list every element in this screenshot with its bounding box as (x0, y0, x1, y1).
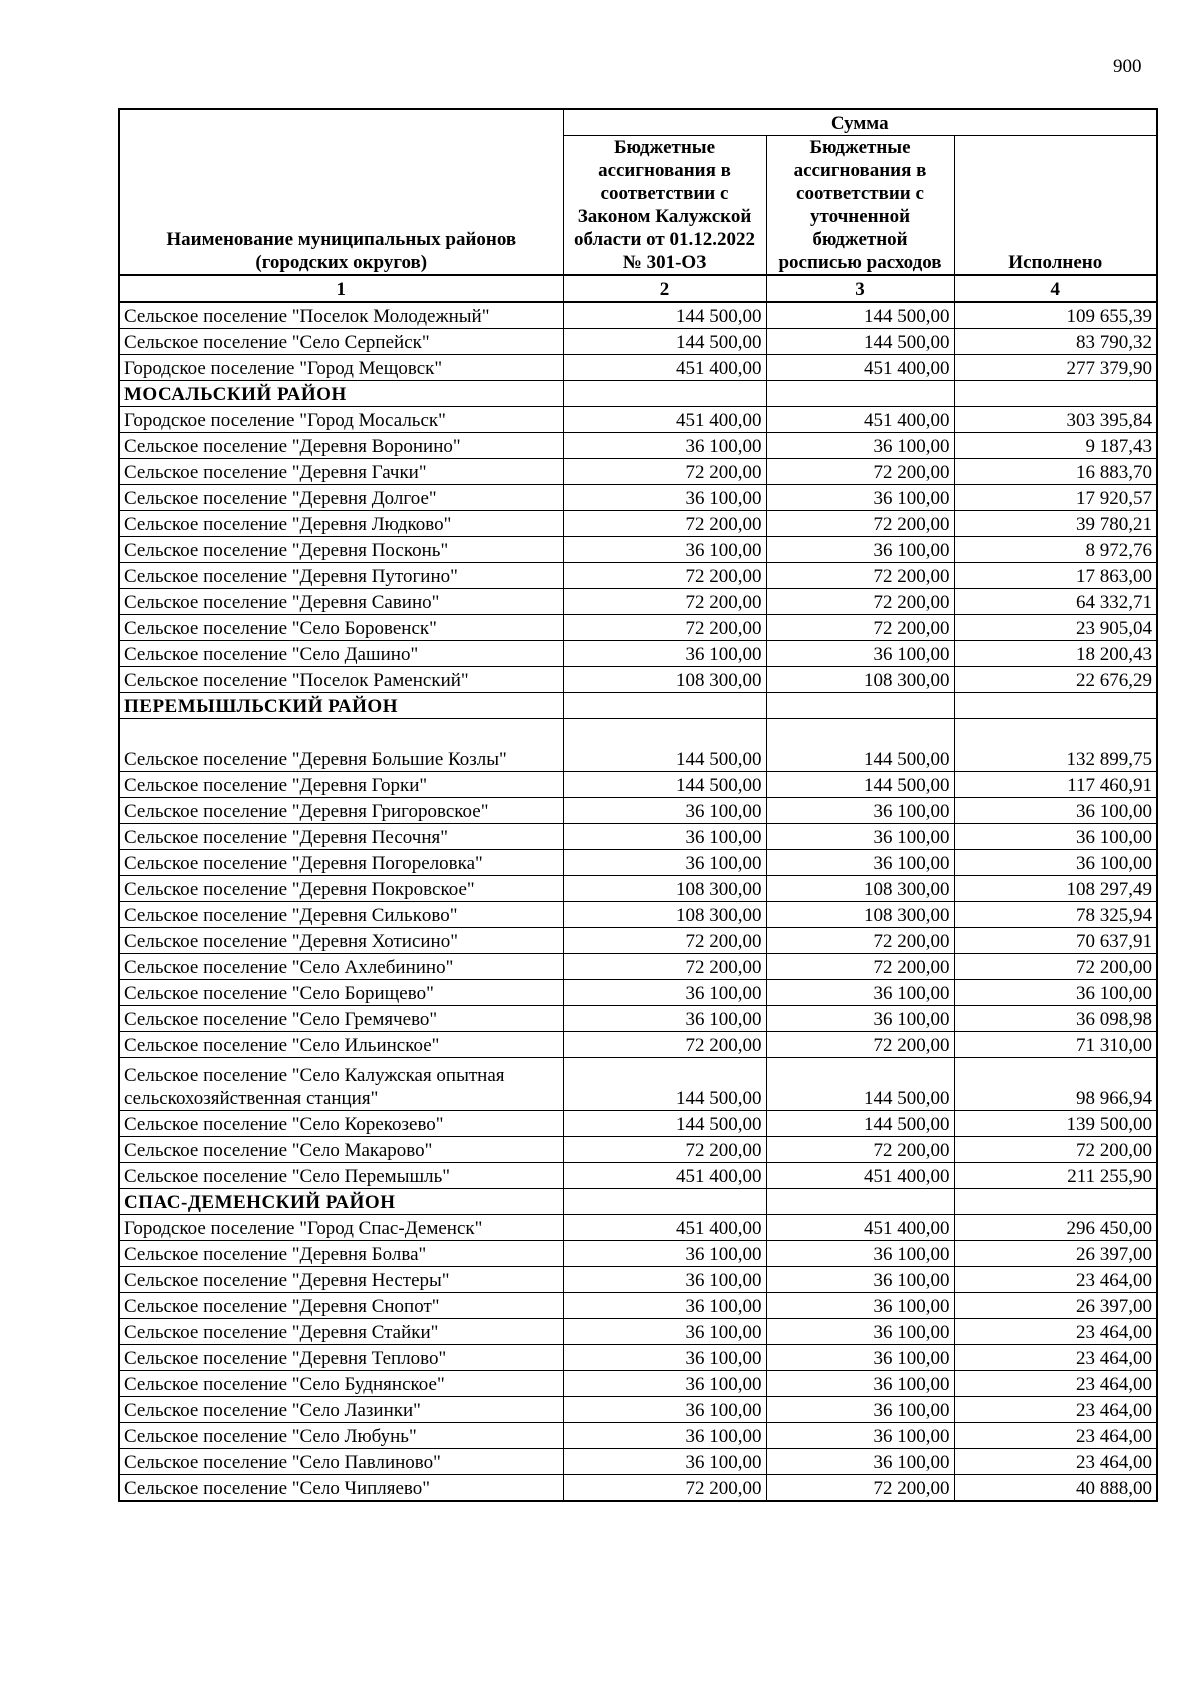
law-allocation-value: 451 400,00 (563, 1163, 766, 1189)
refined-allocation-value: 36 100,00 (766, 1267, 954, 1293)
table-row (119, 511, 1157, 537)
refined-allocation-value: 72 200,00 (766, 511, 954, 537)
executed-value: 9 187,43 (954, 433, 1157, 459)
refined-allocation-value: 144 500,00 (766, 719, 954, 772)
table-row (119, 1319, 1157, 1345)
settlement-name: Сельское поселение "Деревня Савино" (119, 589, 563, 615)
settlement-name: Сельское поселение "Село Чипляево" (119, 1475, 563, 1502)
empty-cell (766, 693, 954, 719)
refined-allocation-value: 72 200,00 (766, 459, 954, 485)
executed-value: 23 464,00 (954, 1397, 1157, 1423)
empty-cell (563, 381, 766, 407)
law-allocation-value: 36 100,00 (563, 824, 766, 850)
settlement-name: Сельское поселение "Деревня Стайки" (119, 1319, 563, 1345)
table-row (119, 1449, 1157, 1475)
executed-value: 72 200,00 (954, 1137, 1157, 1163)
refined-allocation-value: 108 300,00 (766, 902, 954, 928)
law-allocation-value: 36 100,00 (563, 485, 766, 511)
district-name: ПЕРЕМЫШЛЬСКИЙ РАЙОН (119, 693, 563, 719)
budget-table (118, 108, 1158, 1502)
settlement-name: Сельское поселение "Село Дашино" (119, 641, 563, 667)
settlement-name: Сельское поселение "Поселок Молодежный" (119, 302, 563, 329)
empty-cell (954, 381, 1157, 407)
refined-allocation-value: 36 100,00 (766, 1319, 954, 1345)
table-row (119, 1163, 1157, 1189)
settlement-name: Сельское поселение "Деревня Болва" (119, 1241, 563, 1267)
settlement-name: Сельское поселение "Деревня Погореловка" (119, 850, 563, 876)
settlement-name: Сельское поселение "Деревня Воронино" (119, 433, 563, 459)
refined-allocation-value: 36 100,00 (766, 433, 954, 459)
refined-allocation-value: 36 100,00 (766, 1397, 954, 1423)
district-row (119, 381, 1157, 407)
law-allocation-value: 36 100,00 (563, 1293, 766, 1319)
refined-allocation-value: 36 100,00 (766, 537, 954, 563)
law-allocation-value: 36 100,00 (563, 641, 766, 667)
executed-value: 23 464,00 (954, 1449, 1157, 1475)
executed-value: 98 966,94 (954, 1058, 1157, 1111)
table-row (119, 1058, 1157, 1111)
refined-allocation-value: 72 200,00 (766, 1032, 954, 1058)
settlement-name: Сельское поселение "Деревня Покровское" (119, 876, 563, 902)
law-allocation-value: 144 500,00 (563, 1058, 766, 1111)
table-row (119, 537, 1157, 563)
table-row (119, 798, 1157, 824)
settlement-name: Городское поселение "Город Спас-Деменск" (119, 1215, 563, 1241)
settlement-name: Сельское поселение "Поселок Раменский" (119, 667, 563, 693)
settlement-name: Сельское поселение "Село Боровенск" (119, 615, 563, 641)
executed-value: 26 397,00 (954, 1241, 1157, 1267)
refined-allocation-value: 72 200,00 (766, 1137, 954, 1163)
refined-allocation-value: 36 100,00 (766, 980, 954, 1006)
refined-allocation-value: 36 100,00 (766, 641, 954, 667)
refined-allocation-value: 36 100,00 (766, 798, 954, 824)
settlement-name: Сельское поселение "Село Корекозево" (119, 1111, 563, 1137)
settlement-name: Сельское поселение "Село Ахлебинино" (119, 954, 563, 980)
page-number: 900 (1113, 56, 1142, 77)
table-row (119, 1032, 1157, 1058)
settlement-name: Сельское поселение "Село Перемышль" (119, 1163, 563, 1189)
table-row (119, 1215, 1157, 1241)
executed-value: 36 100,00 (954, 980, 1157, 1006)
law-allocation-value: 36 100,00 (563, 1371, 766, 1397)
law-allocation-value: 36 100,00 (563, 1319, 766, 1345)
district-row (119, 1189, 1157, 1215)
table-row (119, 459, 1157, 485)
law-allocation-value: 144 500,00 (563, 1111, 766, 1137)
district-name: СПАС-ДЕМЕНСКИЙ РАЙОН (119, 1189, 563, 1215)
refined-allocation-value: 144 500,00 (766, 772, 954, 798)
law-allocation-value: 108 300,00 (563, 667, 766, 693)
header-executed: Исполнено (954, 136, 1157, 276)
table-row (119, 302, 1157, 329)
executed-value: 23 464,00 (954, 1371, 1157, 1397)
table-body (119, 302, 1157, 1501)
law-allocation-value: 108 300,00 (563, 902, 766, 928)
refined-allocation-value: 451 400,00 (766, 355, 954, 381)
refined-allocation-value: 144 500,00 (766, 1111, 954, 1137)
law-allocation-value: 72 200,00 (563, 563, 766, 589)
law-allocation-value: 108 300,00 (563, 876, 766, 902)
table-row (119, 1006, 1157, 1032)
refined-allocation-value: 144 500,00 (766, 302, 954, 329)
empty-cell (563, 1189, 766, 1215)
table-row (119, 1345, 1157, 1371)
law-allocation-value: 36 100,00 (563, 1345, 766, 1371)
law-allocation-value: 72 200,00 (563, 954, 766, 980)
executed-value: 303 395,84 (954, 407, 1157, 433)
refined-allocation-value: 36 100,00 (766, 1423, 954, 1449)
executed-value: 296 450,00 (954, 1215, 1157, 1241)
executed-value: 211 255,90 (954, 1163, 1157, 1189)
executed-value: 139 500,00 (954, 1111, 1157, 1137)
law-allocation-value: 36 100,00 (563, 850, 766, 876)
district-row (119, 693, 1157, 719)
executed-value: 18 200,43 (954, 641, 1157, 667)
law-allocation-value: 36 100,00 (563, 1267, 766, 1293)
settlement-name: Сельское поселение "Деревня Путогино" (119, 563, 563, 589)
table-row (119, 1293, 1157, 1319)
law-allocation-value: 72 200,00 (563, 589, 766, 615)
executed-value: 117 460,91 (954, 772, 1157, 798)
refined-allocation-value: 72 200,00 (766, 589, 954, 615)
settlement-name: Сельское поселение "Деревня Посконь" (119, 537, 563, 563)
empty-cell (563, 693, 766, 719)
law-allocation-value: 144 500,00 (563, 719, 766, 772)
executed-value: 23 905,04 (954, 615, 1157, 641)
table-row (119, 1111, 1157, 1137)
refined-allocation-value: 36 100,00 (766, 1006, 954, 1032)
refined-allocation-value: 72 200,00 (766, 1475, 954, 1502)
executed-value: 72 200,00 (954, 954, 1157, 980)
district-name: МОСАЛЬСКИЙ РАЙОН (119, 381, 563, 407)
empty-cell (954, 1189, 1157, 1215)
header-sum: Сумма (563, 109, 1157, 136)
settlement-name: Сельское поселение "Деревня Долгое" (119, 485, 563, 511)
refined-allocation-value: 36 100,00 (766, 1241, 954, 1267)
law-allocation-value: 72 200,00 (563, 1137, 766, 1163)
executed-value: 22 676,29 (954, 667, 1157, 693)
law-allocation-value: 451 400,00 (563, 1215, 766, 1241)
executed-value: 277 379,90 (954, 355, 1157, 381)
refined-allocation-value: 36 100,00 (766, 850, 954, 876)
executed-value: 23 464,00 (954, 1267, 1157, 1293)
table-row (119, 563, 1157, 589)
settlement-name: Сельское поселение "Село Калужская опытная сельскохозяйственная станция" (119, 1058, 563, 1111)
settlement-name: Сельское поселение "Деревня Теплово" (119, 1345, 563, 1371)
column-number-2: 2 (563, 275, 766, 302)
column-number-1: 1 (119, 275, 563, 302)
executed-value: 36 100,00 (954, 824, 1157, 850)
table-row (119, 719, 1157, 772)
table-row (119, 355, 1157, 381)
settlement-name: Городское поселение "Город Мосальск" (119, 407, 563, 433)
table-row (119, 641, 1157, 667)
table-row (119, 980, 1157, 1006)
law-allocation-value: 72 200,00 (563, 511, 766, 537)
executed-value: 108 297,49 (954, 876, 1157, 902)
refined-allocation-value: 36 100,00 (766, 1449, 954, 1475)
settlement-name: Сельское поселение "Село Гремячево" (119, 1006, 563, 1032)
refined-allocation-value: 72 200,00 (766, 615, 954, 641)
header-refined-allocations: Бюджетные ассигнования в соответствии с уточненной бюджетной росписью расходов (766, 136, 954, 276)
table-row (119, 902, 1157, 928)
law-allocation-value: 72 200,00 (563, 1032, 766, 1058)
table-row (119, 1371, 1157, 1397)
executed-value: 39 780,21 (954, 511, 1157, 537)
law-allocation-value: 72 200,00 (563, 1475, 766, 1502)
table-row (119, 615, 1157, 641)
table-row (119, 850, 1157, 876)
table-row (119, 824, 1157, 850)
refined-allocation-value: 451 400,00 (766, 1163, 954, 1189)
law-allocation-value: 36 100,00 (563, 1241, 766, 1267)
table-row (119, 1241, 1157, 1267)
executed-value: 36 100,00 (954, 850, 1157, 876)
settlement-name: Сельское поселение "Деревня Хотисино" (119, 928, 563, 954)
refined-allocation-value: 36 100,00 (766, 1293, 954, 1319)
law-allocation-value: 36 100,00 (563, 537, 766, 563)
settlement-name: Сельское поселение "Село Лазинки" (119, 1397, 563, 1423)
empty-cell (954, 693, 1157, 719)
table-row (119, 433, 1157, 459)
table-header (119, 109, 1157, 302)
refined-allocation-value: 36 100,00 (766, 1371, 954, 1397)
table-row (119, 589, 1157, 615)
executed-value: 23 464,00 (954, 1423, 1157, 1449)
law-allocation-value: 36 100,00 (563, 1449, 766, 1475)
settlement-name: Сельское поселение "Деревня Нестеры" (119, 1267, 563, 1293)
executed-value: 109 655,39 (954, 302, 1157, 329)
table-row (119, 954, 1157, 980)
table-row (119, 329, 1157, 355)
settlement-name: Сельское поселение "Деревня Снопот" (119, 1293, 563, 1319)
refined-allocation-value: 36 100,00 (766, 485, 954, 511)
table-row (119, 1267, 1157, 1293)
executed-value: 71 310,00 (954, 1032, 1157, 1058)
refined-allocation-value: 72 200,00 (766, 563, 954, 589)
law-allocation-value: 144 500,00 (563, 772, 766, 798)
settlement-name: Сельское поселение "Деревня Григоровское" (119, 798, 563, 824)
settlement-name: Сельское поселение "Деревня Песочня" (119, 824, 563, 850)
executed-value: 78 325,94 (954, 902, 1157, 928)
refined-allocation-value: 36 100,00 (766, 824, 954, 850)
settlement-name: Сельское поселение "Село Любунь" (119, 1423, 563, 1449)
settlement-name: Сельское поселение "Деревня Гачки" (119, 459, 563, 485)
law-allocation-value: 72 200,00 (563, 928, 766, 954)
executed-value: 70 637,91 (954, 928, 1157, 954)
table-row (119, 876, 1157, 902)
law-allocation-value: 36 100,00 (563, 1397, 766, 1423)
empty-cell (766, 381, 954, 407)
header-municipality-name: Наименование муниципальных районов (городских округов) (119, 109, 563, 275)
executed-value: 23 464,00 (954, 1319, 1157, 1345)
table-row (119, 1475, 1157, 1502)
refined-allocation-value: 36 100,00 (766, 1345, 954, 1371)
law-allocation-value: 36 100,00 (563, 798, 766, 824)
settlement-name: Сельское поселение "Село Макарово" (119, 1137, 563, 1163)
settlement-name: Сельское поселение "Село Серпейск" (119, 329, 563, 355)
settlement-name: Сельское поселение "Деревня Горки" (119, 772, 563, 798)
refined-allocation-value: 451 400,00 (766, 1215, 954, 1241)
refined-allocation-value: 144 500,00 (766, 329, 954, 355)
table-row (119, 407, 1157, 433)
settlement-name: Сельское поселение "Село Павлиново" (119, 1449, 563, 1475)
settlement-name: Сельское поселение "Село Борищево" (119, 980, 563, 1006)
executed-value: 36 100,00 (954, 798, 1157, 824)
refined-allocation-value: 72 200,00 (766, 954, 954, 980)
table-row (119, 485, 1157, 511)
table-row (119, 1397, 1157, 1423)
executed-value: 16 883,70 (954, 459, 1157, 485)
refined-allocation-value: 144 500,00 (766, 1058, 954, 1111)
executed-value: 132 899,75 (954, 719, 1157, 772)
law-allocation-value: 144 500,00 (563, 329, 766, 355)
settlement-name: Сельское поселение "Деревня Силькoво" (119, 902, 563, 928)
executed-value: 26 397,00 (954, 1293, 1157, 1319)
header-law-allocations: Бюджетные ассигнования в соответствии с Законом Калужской области от 01.12.2022 № 301-ОЗ (563, 136, 766, 276)
settlement-name: Сельское поселение "Село Буднянское" (119, 1371, 563, 1397)
law-allocation-value: 36 100,00 (563, 433, 766, 459)
executed-value: 8 972,76 (954, 537, 1157, 563)
law-allocation-value: 72 200,00 (563, 459, 766, 485)
law-allocation-value: 144 500,00 (563, 302, 766, 329)
column-number-3: 3 (766, 275, 954, 302)
law-allocation-value: 451 400,00 (563, 407, 766, 433)
empty-cell (766, 1189, 954, 1215)
executed-value: 36 098,98 (954, 1006, 1157, 1032)
settlement-name: Сельское поселение "Деревня Большие Козлы" (119, 719, 563, 772)
executed-value: 17 863,00 (954, 563, 1157, 589)
law-allocation-value: 451 400,00 (563, 355, 766, 381)
table-row (119, 772, 1157, 798)
settlement-name: Городское поселение "Город Мещовск" (119, 355, 563, 381)
law-allocation-value: 36 100,00 (563, 980, 766, 1006)
executed-value: 40 888,00 (954, 1475, 1157, 1502)
refined-allocation-value: 72 200,00 (766, 928, 954, 954)
table-row (119, 667, 1157, 693)
settlement-name: Сельское поселение "Деревня Людково" (119, 511, 563, 537)
law-allocation-value: 36 100,00 (563, 1423, 766, 1449)
table-row (119, 1423, 1157, 1449)
executed-value: 64 332,71 (954, 589, 1157, 615)
refined-allocation-value: 108 300,00 (766, 667, 954, 693)
executed-value: 17 920,57 (954, 485, 1157, 511)
executed-value: 23 464,00 (954, 1345, 1157, 1371)
law-allocation-value: 72 200,00 (563, 615, 766, 641)
settlement-name: Сельское поселение "Село Ильинское" (119, 1032, 563, 1058)
column-number-4: 4 (954, 275, 1157, 302)
refined-allocation-value: 108 300,00 (766, 876, 954, 902)
law-allocation-value: 36 100,00 (563, 1006, 766, 1032)
refined-allocation-value: 451 400,00 (766, 407, 954, 433)
table-row (119, 1137, 1157, 1163)
executed-value: 83 790,32 (954, 329, 1157, 355)
table-row (119, 928, 1157, 954)
